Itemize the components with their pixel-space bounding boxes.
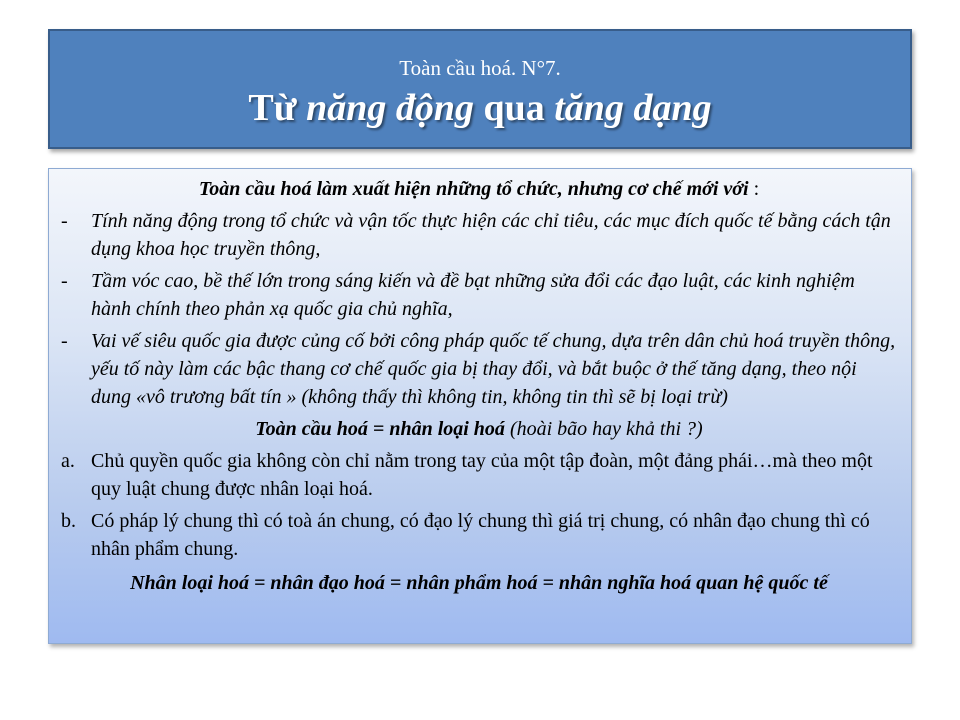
dash-marker: - — [61, 330, 68, 352]
list-item-text: Vai vế siêu quốc gia được củng cố bởi công pháp quốc tế chung, dựa trên dân chủ hoá truyền thông, yếu tố này làm các bậc thang cơ chế quốc gia bị thay đổi, và bắt buộc ở thế tăng dạng, theo nội dung «vô trương bất tín » (không thấy thì không tin, không tin thì sẽ bị loại trừ) — [91, 330, 896, 408]
equation-line — [61, 415, 897, 443]
slide-title — [50, 85, 910, 131]
heading-text: Toàn cầu hoá làm xuất hiện những tổ chức, nhưng cơ chế mới với — [198, 178, 749, 200]
list-item-text: Có pháp lý chung thì có toà án chung, có đạo lý chung thì giá trị chung, có nhân đạo chung thì có nhân phẩm chung. — [91, 510, 870, 560]
letter-marker: a. — [61, 450, 75, 472]
dash-marker: - — [61, 210, 68, 232]
title-box — [48, 29, 912, 149]
list-item-text: Tính năng động trong tổ chức và vận tốc thực hiện các chỉ tiêu, các mục đích quốc tế bằng cách tận dụng khoa học truyền thông, — [91, 210, 891, 260]
title-italic-1: năng động — [306, 87, 474, 129]
equation-rest: (hoài bão hay khả thi ?) — [504, 418, 703, 440]
title-middle: qua — [473, 87, 555, 129]
list-item — [61, 207, 897, 263]
equation-bold: Toàn cầu hoá = nhân loại hoá — [255, 418, 505, 440]
closing-line: Nhân loại hoá = nhân đạo hoá = nhân phẩm hoá = nhân nghĩa hoá quan hệ quốc tế — [130, 572, 828, 594]
title-prefix: Từ — [248, 87, 307, 129]
list-item — [61, 327, 897, 411]
letter-marker: b. — [61, 510, 76, 532]
dash-marker: - — [61, 270, 68, 292]
list-item — [61, 507, 897, 563]
list-item-text: Tầm vóc cao, bề thế lớn trong sáng kiến và đề bạt những sửa đổi các đạo luật, các kinh nghiệm hành chính theo phản xạ quốc gia chủ nghĩa, — [91, 270, 855, 320]
content-box — [48, 168, 912, 644]
list-item — [61, 447, 897, 503]
title-italic-2: tăng dạng — [554, 87, 712, 129]
list-item-text: Chủ quyền quốc gia không còn chỉ nằm trong tay của một tập đoàn, một đảng phái…mà theo một quy luật chung được nhân loại hoá. — [91, 450, 873, 500]
heading-suffix: : — [748, 178, 760, 200]
list-item — [61, 267, 897, 323]
content-heading — [61, 175, 897, 203]
slide-subtitle: Toàn cầu hoá. N°7. — [399, 56, 561, 80]
